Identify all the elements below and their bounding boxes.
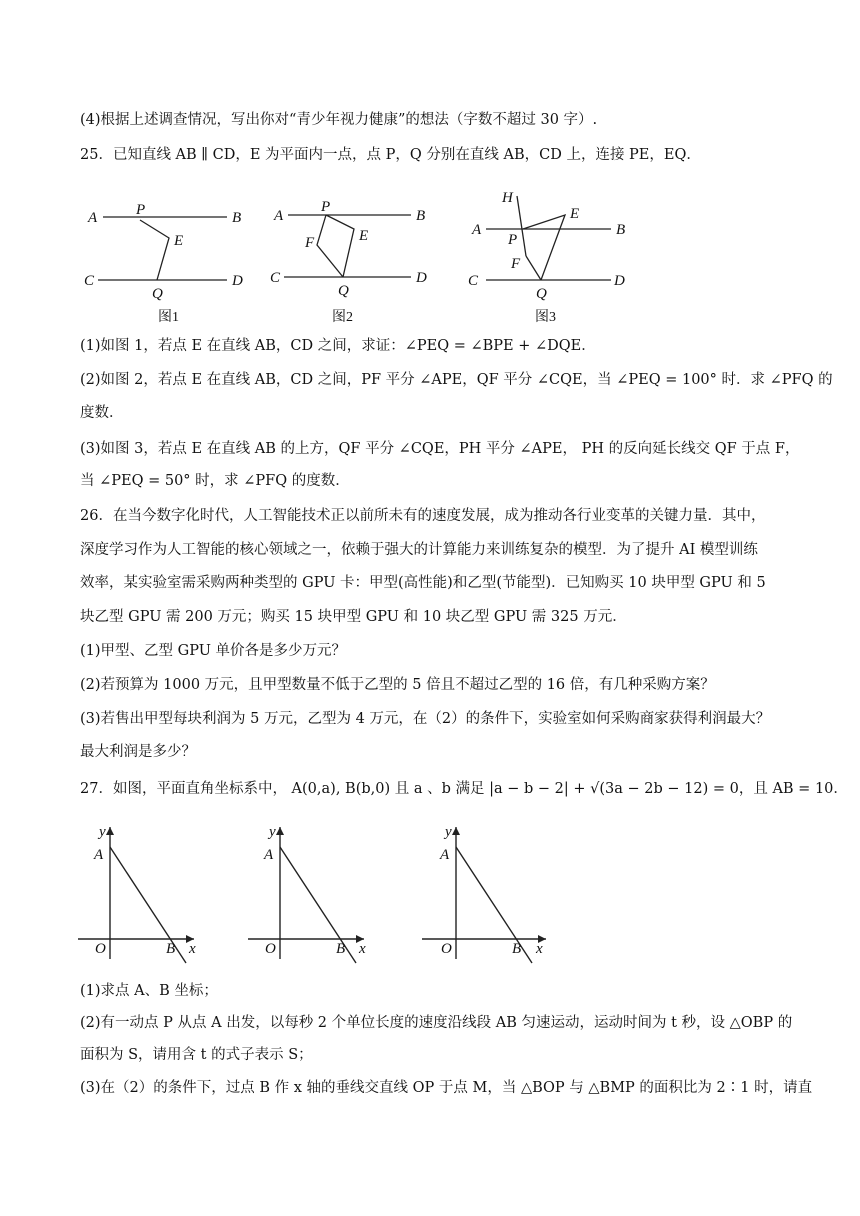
coord1-B-label: B bbox=[166, 941, 176, 957]
fig3-label-F: F bbox=[511, 256, 521, 272]
fig1-label-Q: Q bbox=[152, 286, 163, 302]
fig2-label-E: E bbox=[359, 228, 369, 244]
fig1-label-C: C bbox=[84, 273, 95, 289]
fig3-label-H: H bbox=[502, 190, 513, 206]
fig1-caption: 图1 bbox=[158, 310, 179, 325]
coord1-x-label: x bbox=[189, 941, 196, 957]
coord1-y-label: y bbox=[99, 824, 106, 840]
coord2-x-label: x bbox=[359, 941, 366, 957]
fig1-label-E: E bbox=[174, 233, 184, 249]
coord2-y-label: y bbox=[269, 824, 276, 840]
figure-2 bbox=[284, 215, 411, 277]
fig3-caption: 图3 bbox=[535, 310, 556, 325]
fig3-label-D: D bbox=[614, 273, 625, 289]
q27-part1: (1)求点 A、B 坐标； bbox=[80, 983, 218, 999]
fig3-label-C: C bbox=[468, 273, 479, 289]
q27-part3-line1: (3)在（2）的条件下，过点 B 作 x 轴的垂线交直线 OP 于点 M，当 △BOP 与 △BMP 的面积比为 2∶1 时，请直 bbox=[80, 1080, 813, 1096]
q26-line1: 26．在当今数字化时代，人工智能技术正以前所未有的速度发展，成为推动各行业变革的关键力量．其中， bbox=[80, 508, 766, 524]
fig3-label-A: A bbox=[472, 222, 482, 238]
coord3-B-label: B bbox=[512, 941, 522, 957]
q25-stem: 25．已知直线 AB ∥ CD，E 为平面内一点，点 P，Q 分别在直线 AB，CD 上，连接 PE，EQ． bbox=[80, 147, 701, 163]
q26-line2: 深度学习作为人工智能的核心领域之一，依赖于强大的计算能力来训练复杂的模型．为了提升 AI 模型训练 bbox=[80, 542, 758, 558]
q25-part1: (1)如图 1，若点 E 在直线 AB，CD 之间，求证：∠PEQ = ∠BPE + ∠DQE． bbox=[80, 338, 596, 354]
coord1-A-label: A bbox=[94, 847, 104, 863]
coord2-O-label: O bbox=[265, 941, 276, 957]
q25-part3-line2: 当 ∠PEQ = 50° 时，求 ∠PFQ 的度数． bbox=[80, 473, 350, 489]
q25-part2-line2: 度数． bbox=[80, 405, 124, 421]
q26-line4: 块乙型 GPU 需 200 万元；购买 15 块甲型 GPU 和 10 块乙型 GPU 需 325 万元． bbox=[80, 609, 627, 625]
coord3-A-label: A bbox=[440, 847, 450, 863]
q25-part2-line1: (2)如图 2，若点 E 在直线 AB，CD 之间，PF 平分 ∠APE，QF 平分 ∠CQE，当 ∠PEQ = 100° 时．求 ∠PFQ 的 bbox=[80, 372, 833, 388]
fig3-label-Q: Q bbox=[536, 286, 547, 302]
fig3-label-E: E bbox=[570, 206, 580, 222]
coord3-x-label: x bbox=[536, 941, 543, 957]
fig1-label-B: B bbox=[232, 210, 242, 226]
coord2-A-label: A bbox=[264, 847, 274, 863]
fig2-label-P: P bbox=[321, 199, 331, 215]
q26-part1: (1)甲型、乙型 GPU 单价各是多少万元？ bbox=[80, 643, 347, 659]
fig2-label-Q: Q bbox=[338, 283, 349, 299]
figure-1 bbox=[98, 217, 227, 280]
q26-part2: (2)若预算为 1000 万元，且甲型数量不低于乙型的 5 倍且不超过乙型的 16 倍，有几种采购方案？ bbox=[80, 677, 715, 693]
coord1-O-label: O bbox=[95, 941, 106, 957]
q27-coordinate-figures bbox=[0, 815, 860, 975]
fig1-label-A: A bbox=[88, 210, 98, 226]
q27-part2-line2: 面积为 S，请用含 t 的式子表示 S； bbox=[80, 1047, 313, 1063]
fig2-caption: 图2 bbox=[332, 310, 353, 325]
coord3-O-label: O bbox=[441, 941, 452, 957]
fig1-label-P: P bbox=[136, 202, 146, 218]
q26-part3-line1: (3)若售出甲型每块利润为 5 万元，乙型为 4 万元，在（2）的条件下，实验室如何采购商家获得利润最大？ bbox=[80, 711, 771, 727]
fig3-label-P: P bbox=[508, 232, 518, 248]
q26-line3: 效率，某实验室需采购两种类型的 GPU 卡：甲型(高性能)和乙型(节能型)．已知购买 10 块甲型 GPU 和 5 bbox=[80, 575, 766, 591]
q25-part3-line1: (3)如图 3，若点 E 在直线 AB 的上方，QF 平分 ∠CQE，PH 平分 ∠APE， PH 的反向延长线交 QF 于点 F， bbox=[80, 441, 800, 457]
fig2-label-B: B bbox=[416, 208, 426, 224]
q25-figures bbox=[0, 180, 860, 330]
q26-part3-line2: 最大利润是多少？ bbox=[80, 744, 196, 760]
coord3-y-label: y bbox=[445, 824, 452, 840]
q24-part4: (4)根据上述调查情况，写出你对“青少年视力健康”的想法（字数不超过 30 字）. bbox=[80, 112, 598, 128]
fig2-label-A: A bbox=[274, 208, 284, 224]
coord2-B-label: B bbox=[336, 941, 346, 957]
q27-part2-line1: (2)有一动点 P 从点 A 出发，以每秒 2 个单位长度的速度沿线段 AB 匀速运动，运动时间为 t 秒，设 △OBP 的 bbox=[80, 1015, 793, 1031]
q27-stem: 27．如图，平面直角坐标系中， A(0,a), B(b,0) 且 a 、b 满足 |a − b − 2| + √(3a − 2b − 12) = 0，且 AB = 10． bbox=[80, 781, 848, 797]
fig1-label-D: D bbox=[232, 273, 243, 289]
figure-3 bbox=[486, 196, 611, 280]
fig3-label-B: B bbox=[616, 222, 626, 238]
fig2-label-D: D bbox=[416, 270, 427, 286]
fig2-label-C: C bbox=[270, 270, 281, 286]
fig2-label-F: F bbox=[305, 235, 315, 251]
